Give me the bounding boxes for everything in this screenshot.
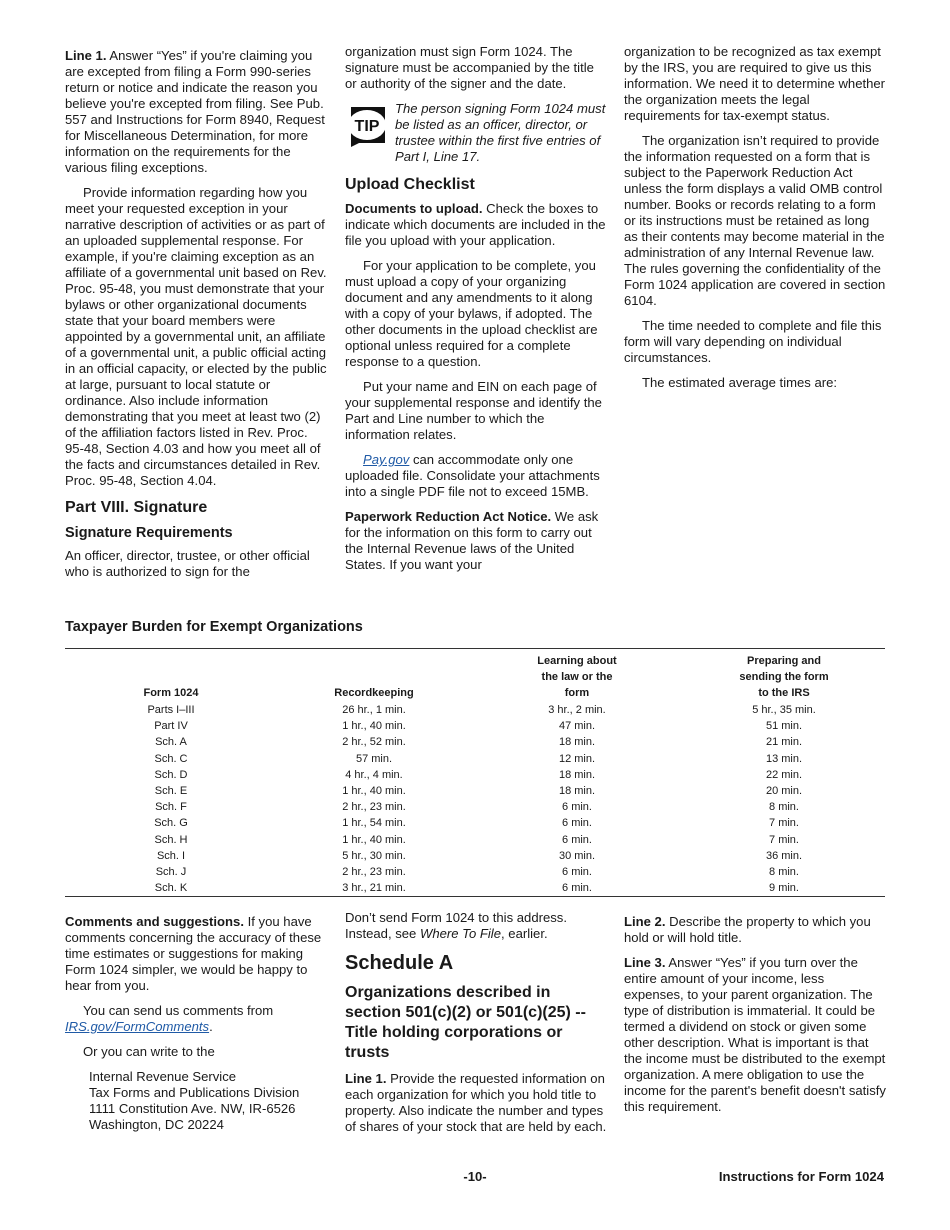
table-row: Sch. A 2 hr., 52 min. 18 min. 21 min.: [155, 736, 803, 749]
column-3: [624, 44, 886, 400]
tip-label: TIP: [354, 118, 380, 135]
schedule-line3-paragraph: Line 3. Answer “Yes” if you turn over the entire amount of your income, less expenses, to your parent organization. The type of distribution is immaterial. It could be termed a dividend on stock or given some other description. What is important is that the income must be distributed to the exempt organization. A mere obligation to use the income for the parent's benefit doesn't satisfy this requirement.: [624, 955, 886, 1114]
header-recordkeeping: Recordkeeping: [334, 687, 414, 699]
table-row: Sch. F 2 hr., 23 min. 6 min. 8 min.: [155, 801, 799, 814]
part8-heading: Part VIII. Signature: [65, 499, 208, 516]
tip-text: The person signing Form 1024 must be listed as an officer, director, or trustee within the first five entries of Part I, Line 17.: [395, 101, 606, 164]
name-ein-paragraph: Put your name and EIN on each page of your supplemental response and identify the Part and Line number to which the information relates.: [345, 379, 602, 442]
signature-requirements-heading: Signature Requirements: [65, 525, 233, 541]
signature-continuation: organization must sign Form 1024. The signature must be accompanied by the title or authority of the signer and the date.: [345, 44, 594, 91]
column-2: [345, 44, 607, 582]
upload-checklist-heading: Upload Checklist: [345, 176, 475, 193]
paygov-link[interactable]: Pay.gov: [363, 452, 410, 467]
mailing-address: [65, 1069, 327, 1133]
table-row: Sch. D 4 hr., 4 min. 18 min. 22 min.: [154, 768, 803, 781]
comments-paragraph: [65, 914, 327, 994]
burden-table-title: Taxpayer Burden for Exempt Organizations: [65, 619, 363, 635]
complete-application-paragraph: For your application to be complete, you must upload a copy of your organizing document and any amendments to it along with a copy of your bylaws, if adopted. The other documents in the upload checklist are optional unless required for a complete response to a question.: [345, 258, 598, 369]
address-line: 1111 Constitution Ave. NW, IR-6526: [89, 1101, 296, 1116]
schedule-a-heading: Schedule A: [345, 952, 454, 974]
paygov-paragraph: [345, 452, 607, 500]
table-row: Sch. G 1 hr., 54 min. 6 min. 7 min.: [154, 817, 799, 830]
tip-callout: [345, 101, 607, 165]
line1-text: Answer “Yes” if you're claiming you are excepted from filing a Form 990-series return or notice and indicate the reason you believe you're excepted from filing. See Pub. 557 and Instructions for Form 8940, Request for Miscellaneous Determination, for more information on the requirements for the various filing exceptions.: [65, 48, 325, 175]
documents-text: Check the boxes to indicate which documents are included in the file you upload with your application.: [345, 201, 606, 248]
column-5: [345, 910, 607, 1144]
estimated-times-paragraph: The estimated average times are:: [642, 375, 838, 390]
table-header-row: [65, 649, 885, 702]
address-line: Internal Revenue Service: [89, 1069, 237, 1084]
omb-paragraph: The organization isn’t required to provide the information requested on a form that is subject to the Paperwork Reduction Act unless the form displays a valid OMB control number. Books or records relating to a form or its instructions must be retained as long as their contents may become material in the administration of any Internal Revenue law. The rules governing the confidentiality of the Form 1024 application are covered in section 6104.: [624, 133, 886, 308]
address-line: Tax Forms and Publications Division: [89, 1085, 300, 1100]
paygov-text: can accommodate only one uploaded file. Consolidate your attachments into a single PDF file not to exceed 15MB.: [345, 452, 600, 499]
comments-label: Comments and suggestions.: [65, 914, 244, 929]
pra-text: We ask for the information on this form to carry out the Internal Revenue laws of the United States. If you want your: [345, 509, 599, 572]
schedule-line2-paragraph: Line 2. Describe the property to which you hold or will hold title.: [624, 914, 871, 945]
table-row: Sch. J 2 hr., 23 min. 6 min. 8 min.: [155, 866, 799, 879]
address-line: Washington, DC 20224: [89, 1117, 224, 1132]
table-row: Sch. K 3 hr., 21 min. 6 min. 9 min.: [154, 882, 799, 895]
tip-icon: [345, 103, 389, 147]
table-row: Parts I–III 26 hr., 1 min. 3 hr., 2 min. 5 hr., 35 min.: [147, 704, 816, 716]
write-paragraph: Or you can write to the: [83, 1044, 215, 1059]
line1-label: Line 1.: [65, 48, 107, 63]
documents-paragraph: [345, 201, 607, 249]
footer-doc-title: Instructions for Form 1024: [718, 1169, 884, 1184]
pra-paragraph: [345, 509, 607, 573]
exception-paragraph: Provide information regarding how you meet your requested exception in your narrative description of activities or as part of an uploaded supplemental response. For example, if you're claiming exception as an affiliate of a governmental unit based on Rev. Proc. 95-48, you must demonstrate that your bylaws or other organizational documents state that your board members were appointed by a governmental unit, an affiliate of a governmental unit, a public official acting in an official capacity, or elected by the public at large, pursuant to local statute or ordinance. Also include information demonstrating that you meet at least two (2) of the affiliation factors listed in Rev. Proc. 95-48, Section 4.03 and how you meet all of the facts and circumstances detailed in Rev. Proc. 95-48, Section 4.04.: [65, 185, 327, 488]
column-4: [65, 914, 327, 1133]
page-number: -10-: [463, 1169, 487, 1184]
column-1: [65, 48, 327, 589]
schedule-line1-paragraph: Line 1. Provide the requested information on each organization for which you hold title to property. Also indicate the number and types of shares of your stock that are held by each.: [345, 1071, 607, 1134]
header-learning: Learning about the law or the form: [537, 655, 617, 699]
form-comments-link[interactable]: IRS.gov/FormComments: [65, 1019, 210, 1034]
dont-send-paragraph: Don’t send Form 1024 to this address. Instead, see Where To File, earlier.: [345, 910, 567, 941]
header-preparing: Preparing and sending the form to the IRS: [739, 655, 829, 699]
line1-paragraph: [65, 48, 327, 176]
burden-table: [65, 648, 885, 897]
documents-label: Documents to upload.: [345, 201, 483, 216]
comments-text: If you have comments concerning the accuracy of these time estimates or suggestions for making Form 1024 simpler, we would be happy to hear from you.: [65, 914, 322, 993]
column-6: [624, 914, 886, 1124]
table-row: Sch. E 1 hr., 40 min. 18 min. 20 min.: [154, 785, 803, 798]
table-row: Sch. I 5 hr., 30 min. 30 min. 36 min.: [156, 849, 803, 862]
table-row: Part IV 1 hr., 40 min. 47 min. 51 min.: [154, 720, 803, 733]
send-comments-paragraph: You can send us comments from IRS.gov/FormComments.: [65, 1003, 274, 1034]
header-form: Form 1024: [143, 687, 199, 699]
signature-requirements-text: An officer, director, trustee, or other official who is authorized to sign for the: [65, 548, 310, 579]
table-row: Sch. H 1 hr., 40 min. 6 min. 7 min.: [154, 833, 799, 846]
schedule-a-subheading: Organizations described in section 501(c)(2) or 501(c)(25) --Title holding corporations or trusts: [345, 984, 586, 1061]
pra-label: Paperwork Reduction Act Notice.: [345, 509, 552, 524]
table-row: Sch. C 57 min. 12 min. 13 min.: [154, 752, 803, 765]
pra-continuation: organization to be recognized as tax exempt by the IRS, you are required to give us this information. We need it to determine whether the organization meets the legal requirements for tax-exempt status.: [624, 44, 886, 123]
time-paragraph: The time needed to complete and file this form will vary depending on individual circumstances.: [624, 318, 882, 365]
